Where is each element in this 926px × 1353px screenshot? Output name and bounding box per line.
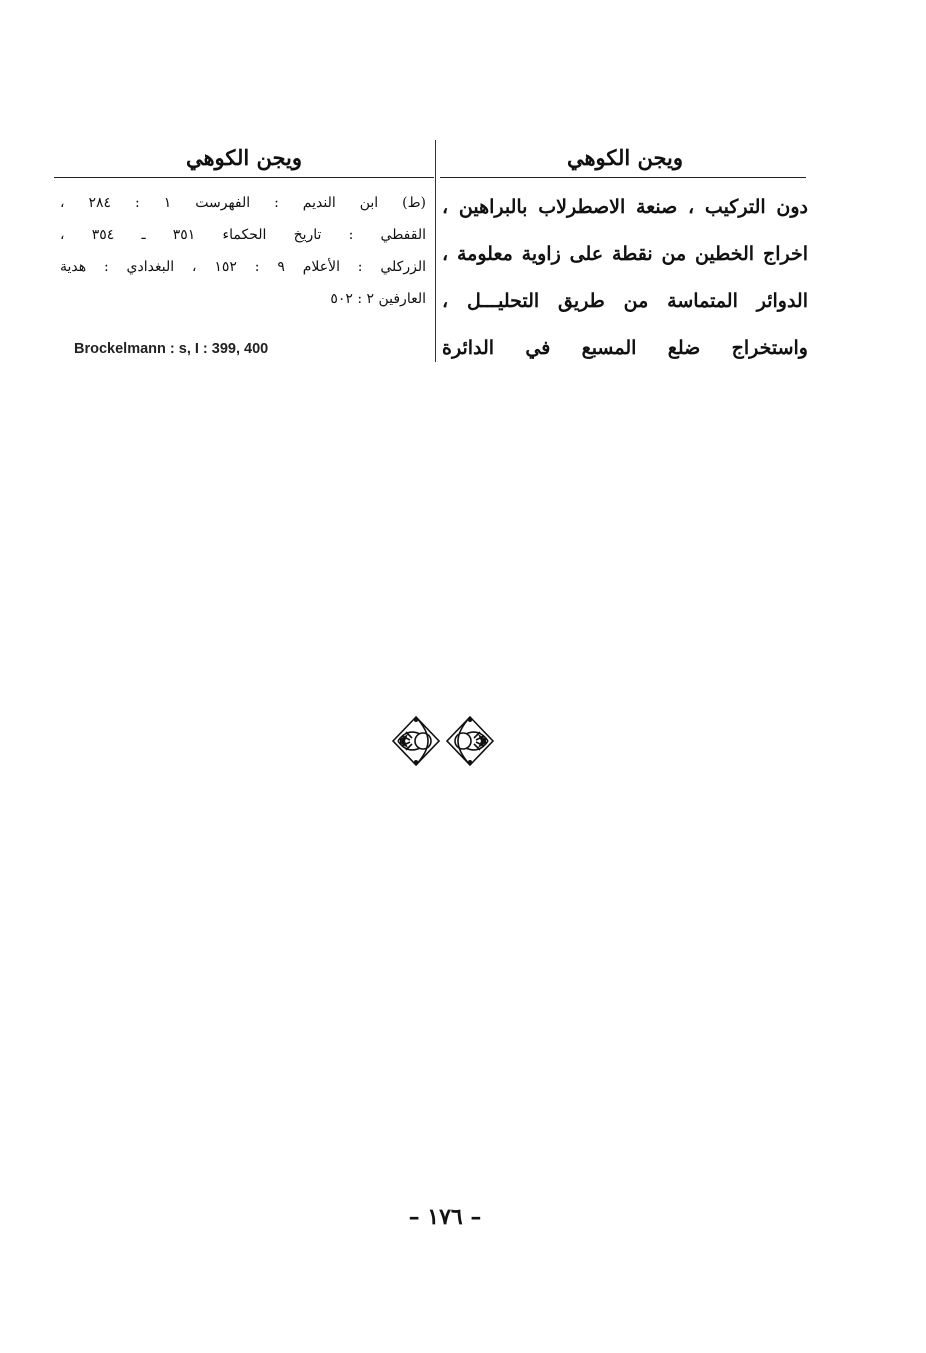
main-text-line: واستخراج ضلع المسبع في الدائرة [442,337,808,359]
column-divider [435,140,436,362]
main-text-block [442,187,808,375]
brockelmann-reference: Brockelmann : s, I : 399, 400 [74,341,269,357]
floral-ornament-icon [390,712,496,770]
header-rule-right [440,177,806,178]
main-text-line: اخراج الخطين من نقطة على زاوية معلومة ، [442,243,808,265]
right-column-header: ويجن الكوهي [566,145,684,170]
left-column-header: ويجن الكوهي [185,145,303,170]
main-text-line: دون التركيب ، صنعة الاصطرلاب بالبراهين ، [442,196,808,218]
bibliography-line: الزركلي : الأعلام ٩ : ١٥٢ ، البغدادي : هدية [60,259,426,275]
bibliography-line: العارفين ٢ : ٥٠٢ [330,291,426,307]
bibliography-line: القفطي : تاريخ الحكماء ٣٥١ ـ ٣٥٤ ، [60,227,426,243]
main-text-line: الدوائر المتماسة من طريق التحليـــل ، [442,290,808,312]
header-rule-left [54,177,434,178]
page-number: – ١٧٦ – [408,1204,482,1230]
bibliography-line: (ط) ابن النديم : الفهرست ١ : ٢٨٤ ، [60,195,426,211]
bibliography-block [60,188,426,316]
